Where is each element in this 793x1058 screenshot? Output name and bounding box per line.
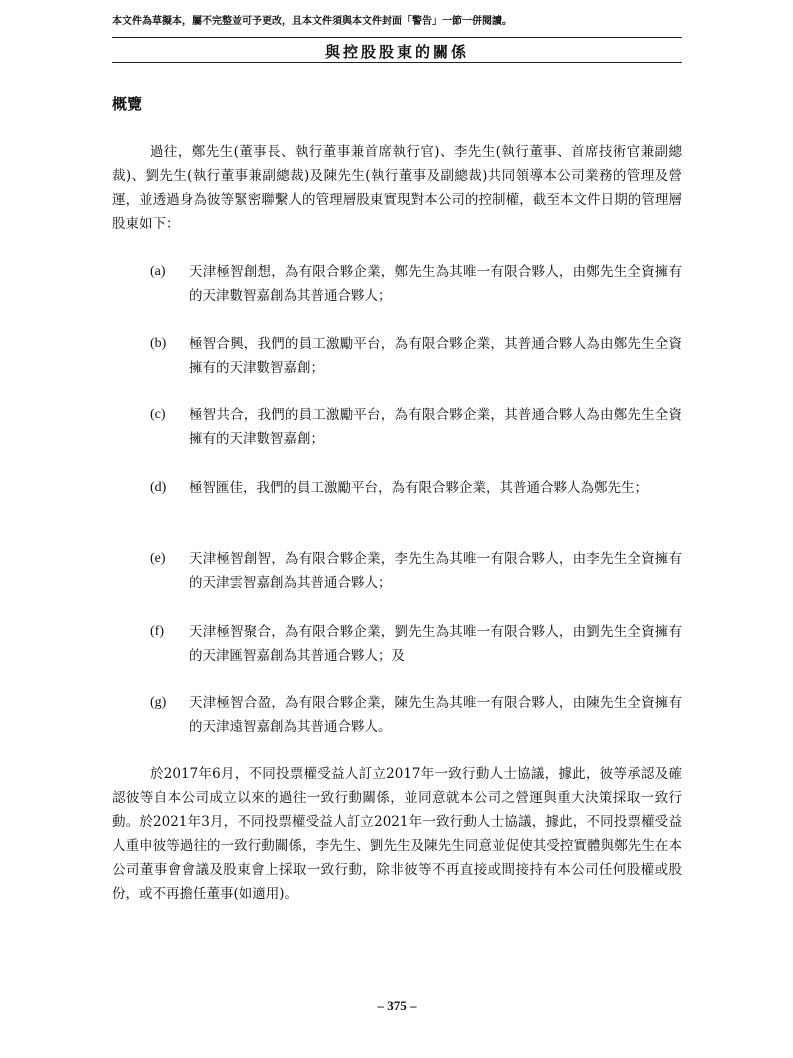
list-item-label: (a) bbox=[150, 264, 166, 279]
list-item-text: 極智共合，我們的員工激勵平台，為有限合夥企業，其普通合夥人為由鄭先生全資擁有的天津數智嘉創； bbox=[189, 407, 682, 447]
header-rule-bottom bbox=[112, 62, 682, 63]
list-item-text: 極智合興，我們的員工激勵平台，為有限合夥企業，其普通合夥人為由鄭先生全資擁有的天津數智嘉創； bbox=[189, 336, 682, 376]
page-title: 與控股股東的關係 bbox=[324, 43, 469, 61]
list-item-text: 天津極智創想，為有限合夥企業，鄭先生為其唯一有限合夥人，由鄭先生全資擁有的天津數智嘉創為其普通合夥人； bbox=[189, 264, 682, 304]
header-rule-top bbox=[112, 37, 682, 38]
list-item-text: 天津極智聚合，為有限合夥企業，劉先生為其唯一有限合夥人，由劉先生全資擁有的天津匯智嘉創為其普通合夥人；及 bbox=[189, 624, 682, 664]
draft-disclaimer: 本文件為草擬本，屬不完整並可予更改，且本文件須與本文件封面「警告」一節一併閱讀。 bbox=[112, 16, 512, 27]
list-item-label: (f) bbox=[150, 624, 164, 639]
closing-paragraph: 於2017年6月，不同投票權受益人訂立2017年一致行動人士協議，據此，彼等承認及確認彼等自本公司成立以來的過往一致行動關係，並同意就本公司之營運與重大決策採取一致行動。於2021年3月，不同投票權受益人訂立2021年一致行動人士協議，據此，不同投票權受益人重申彼等過往的一致行動關係，李先生、劉先生及陳先生同意並促使其受控實體與鄭先生在本公司董事會會議及股東會上採取一致行動，除非彼等不再直接或間接持有本公司任何股權或股份，或不再擔任董事(如適用)。 bbox=[112, 766, 682, 902]
section-heading: 概覽 bbox=[112, 95, 143, 113]
list-item-label: (b) bbox=[150, 336, 167, 351]
intro-paragraph: 過往，鄭先生(董事長、執行董事兼首席執行官)、李先生(執行董事、首席技術官兼副總裁)、劉先生(執行董事兼副總裁)及陳先生(執行董事及副總裁)共同領導本公司業務的管理及營運，並透過身為彼等緊密聯繫人的管理層股東實現對本公司的控制權，截至本文件日期的管理層股東如下： bbox=[112, 144, 682, 232]
page-number: – 375 – bbox=[377, 998, 417, 1013]
list-item-text: 天津極智創智，為有限合夥企業，李先生為其唯一有限合夥人，由李先生全資擁有的天津雲智嘉創為其普通合夥人； bbox=[189, 551, 682, 591]
list-item-label: (g) bbox=[150, 695, 167, 710]
list-item-label: (d) bbox=[150, 480, 167, 495]
list-item-label: (c) bbox=[150, 407, 166, 422]
list-item-text: 極智匯佳，我們的員工激勵平台，為有限合夥企業，其普通合夥人為鄭先生； bbox=[189, 480, 648, 496]
list-item-text: 天津極智合盈，為有限合夥企業，陳先生為其唯一有限合夥人，由陳先生全資擁有的天津遠智嘉創為其普通合夥人。 bbox=[189, 695, 682, 735]
list-item-label: (e) bbox=[150, 551, 166, 566]
